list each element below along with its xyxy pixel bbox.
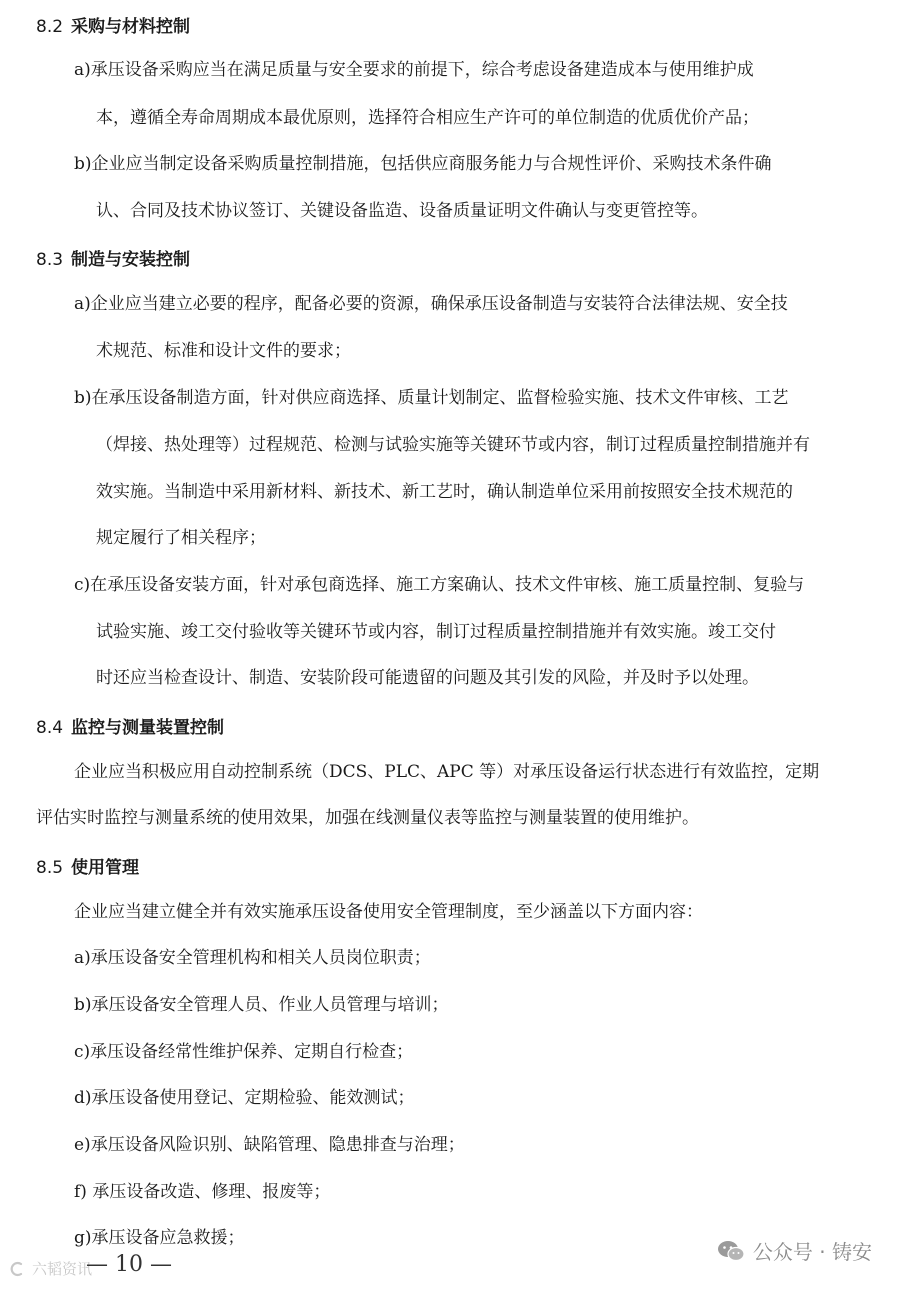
section-number: 8.5 xyxy=(36,858,64,878)
list-item: e)承压设备风险识别、缺陷管理、隐患排查与治理； xyxy=(74,1135,465,1155)
list-item: a)承压设备安全管理机构和相关人员岗位职责； xyxy=(74,948,431,968)
watermark-right-text: 公众号 · 铸安 xyxy=(752,1240,872,1264)
section-number: 8.2 xyxy=(36,17,64,37)
section-heading-8-4 xyxy=(36,713,224,738)
watermark-right xyxy=(717,1236,872,1265)
watermark-left-text: 六韬资讯 xyxy=(32,1260,93,1278)
section-number: 8.3 xyxy=(36,250,64,270)
watermark-left xyxy=(8,1258,92,1279)
paragraph-line: a)企业应当建立必要的程序，配备必要的资源，确保承压设备制造与安装符合法律法规、安全技 xyxy=(74,294,788,314)
section-title: 制造与安装控制 xyxy=(71,250,191,270)
paragraph-line: （焊接、热处理等）过程规范、检测与试验实施等关键环节或内容，制订过程质量控制措施并有 xyxy=(96,435,810,455)
paragraph-line: b)在承压设备制造方面，针对供应商选择、质量计划制定、监督检验实施、技术文件审核、工艺 xyxy=(74,388,789,408)
section-title: 采购与材料控制 xyxy=(71,17,191,37)
list-item: d)承压设备使用登记、定期检验、能效测试； xyxy=(74,1088,415,1108)
page-number: — 10 — xyxy=(86,1252,172,1277)
paragraph-line: 试验实施、竣工交付验收等关键环节或内容，制订过程质量控制措施并有效实施。竣工交付 xyxy=(96,622,776,642)
list-item: g)承压设备应急救援； xyxy=(74,1228,245,1248)
section-title: 监控与测量装置控制 xyxy=(71,718,225,738)
paragraph-line: a)承压设备采购应当在满足质量与安全要求的前提下，综合考虑设备建造成本与使用维护成 xyxy=(74,60,754,80)
list-item: f) 承压设备改造、修理、报废等； xyxy=(74,1182,331,1202)
paragraph-line: 效实施。当制造中采用新材料、新技术、新工艺时，确认制造单位采用前按照安全技术规范的 xyxy=(96,482,793,502)
paragraph-line: c)在承压设备安装方面，针对承包商选择、施工方案确认、技术文件审核、施工质量控制、复验与 xyxy=(74,575,805,595)
paragraph-line: 本，遵循全寿命周期成本最优原则，选择符合相应生产许可的单位制造的优质优价产品； xyxy=(96,108,759,128)
section-number: 8.4 xyxy=(36,718,64,738)
section-heading-8-5 xyxy=(36,853,139,878)
wechat-icon xyxy=(717,1240,745,1262)
paragraph-line: 企业应当积极应用自动控制系统（DCS、PLC、APC 等）对承压设备运行状态进行有效监控，定期 xyxy=(74,762,820,782)
paragraph-line: b)企业应当制定设备采购质量控制措施，包括供应商服务能力与合规性评价、采购技术条件确 xyxy=(74,154,772,174)
section-heading-8-2 xyxy=(36,12,190,37)
list-item: b)承压设备安全管理人员、作业人员管理与培训； xyxy=(74,995,449,1015)
copyright-c-icon xyxy=(8,1260,26,1278)
paragraph-line: 规定履行了相关程序； xyxy=(96,528,266,548)
list-item: c)承压设备经常性维护保养、定期自行检查； xyxy=(74,1042,414,1062)
paragraph-line: 企业应当建立健全并有效实施承压设备使用安全管理制度，至少涵盖以下方面内容： xyxy=(74,902,703,922)
paragraph-line: 评估实时监控与测量系统的使用效果，加强在线测量仪表等监控与测量装置的使用维护。 xyxy=(36,808,699,828)
section-title: 使用管理 xyxy=(71,858,140,878)
section-heading-8-3 xyxy=(36,245,190,270)
paragraph-line: 认、合同及技术协议签订、关键设备监造、设备质量证明文件确认与变更管控等。 xyxy=(96,201,708,221)
paragraph-line: 时还应当检查设计、制造、安装阶段可能遗留的问题及其引发的风险，并及时予以处理。 xyxy=(96,668,759,688)
paragraph-line: 术规范、标准和设计文件的要求； xyxy=(96,341,351,361)
